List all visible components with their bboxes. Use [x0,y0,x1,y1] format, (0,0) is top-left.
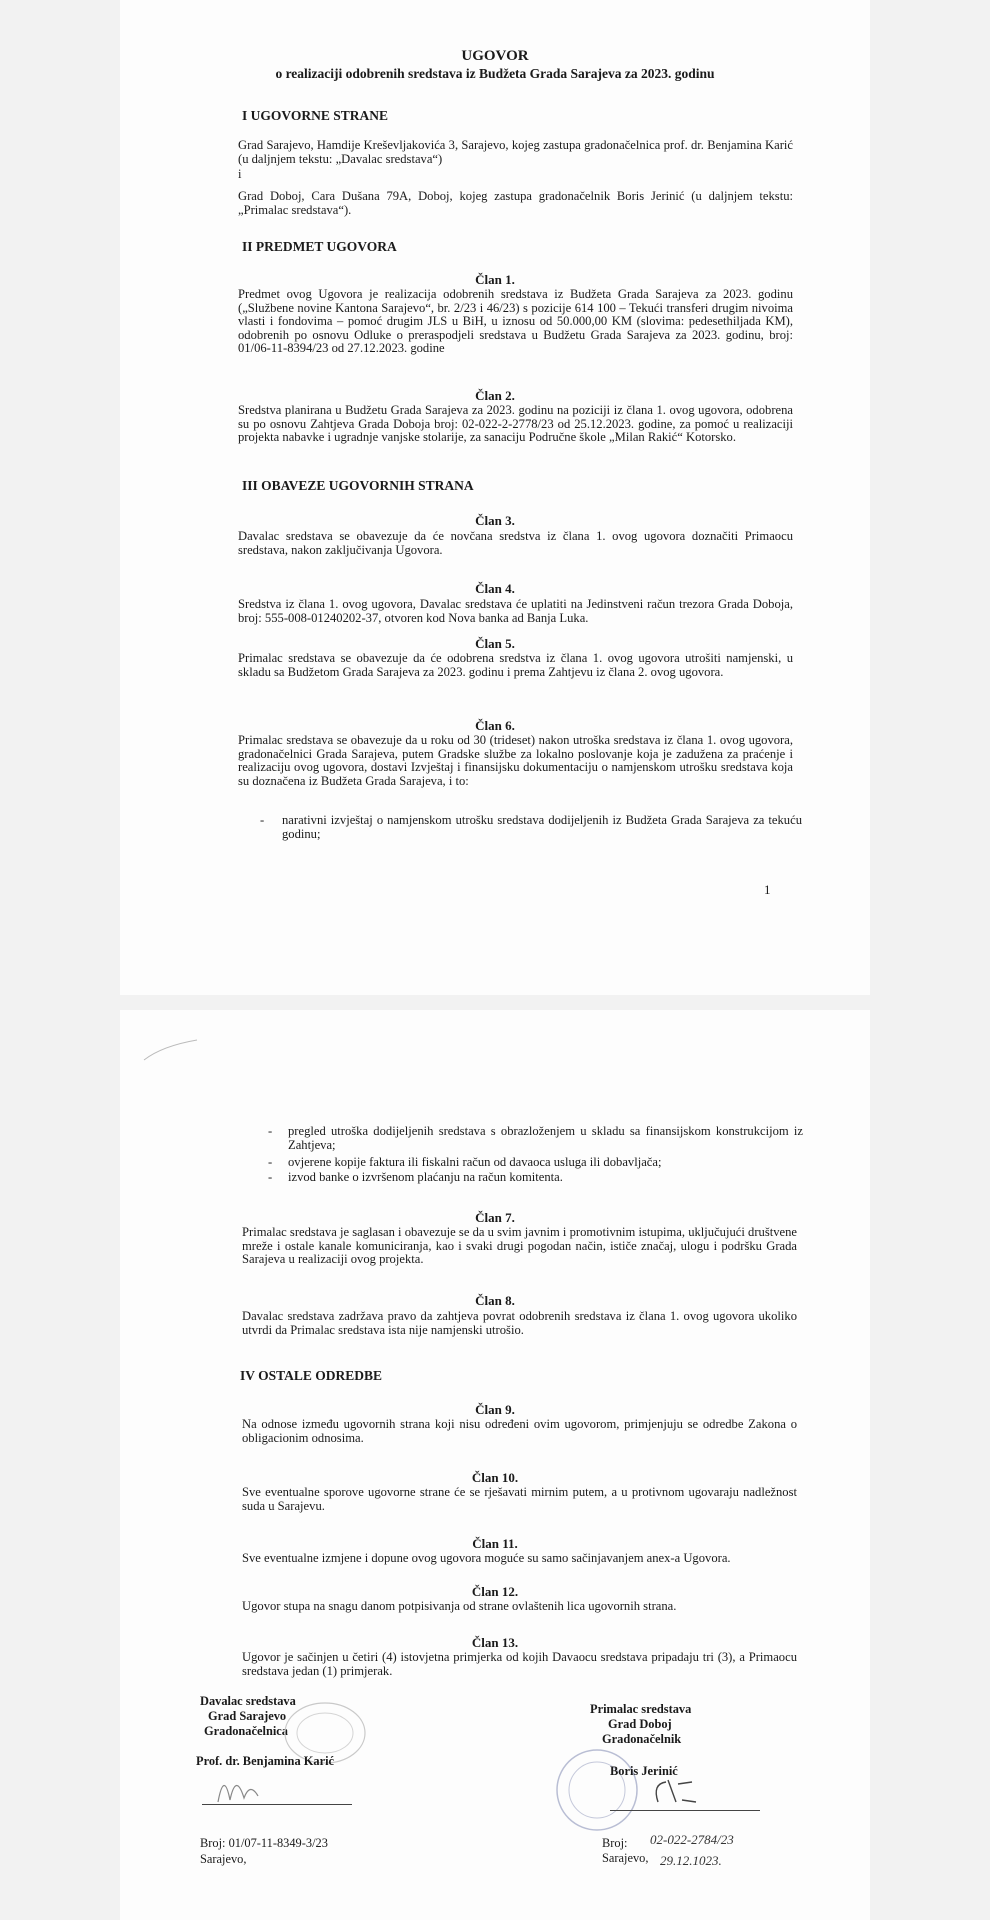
article-11-text: Sve eventualne izmjene i dopune ovog ugovora moguće su samo sačinjavanjem anex-a Ugovora. [242,1551,731,1565]
party-2-text: Grad Doboj, Cara Dušana 79A, Doboj, kojeg zastupa gradonačelnik Boris Jerinić (u daljnjem tekstu: „Primalac sredstava“). [238,189,793,217]
article-3-heading: Član 3. [475,513,515,528]
article-9-heading: Član 9. [475,1402,515,1417]
contract-title: UGOVOR [461,48,529,64]
right-sig-number-label: Broj: [602,1836,628,1850]
right-handwritten-signature [648,1772,708,1812]
article-8-heading: Član 8. [475,1293,515,1308]
article-5-heading: Član 5. [475,636,515,651]
right-sig-place-label: Sarajevo, [602,1851,649,1865]
left-sig-name: Prof. dr. Benjamina Karić [196,1754,335,1768]
article-13-text: Ugovor je sačinjen u četiri (4) istovjetna primjerka od kojih Davaocu sredstava pripadaju tri (3), a Primaocu sredstava jedan (1) primjerak. [242,1650,797,1678]
left-signature-line [202,1804,352,1805]
bullet-1-text: narativni izvještaj o namjenskom utrošku sredstava dodijeljenih iz Budžeta Grada Sarajeva za tekuću godinu; [282,813,802,841]
left-sig-place: Sarajevo, [200,1852,247,1866]
bullet-dash-3: - [268,1155,273,1169]
article-4-text: Sredstva iz člana 1. ovog ugovora, Davalac sredstava će uplatiti na Jedinstveni račun trezora Grada Doboja, broj: 555-008-01240202-37, otvoren kod Nova banka ad Banja Luka. [238,597,793,625]
article-12-text: Ugovor stupa na snagu danom potpisivanja od strane ovlaštenih lica ugovornih strana. [242,1599,677,1613]
right-sig-name: Boris Jerinić [610,1764,678,1778]
section-heading-3: III OBAVEZE UGOVORNIH STRANA [242,478,474,493]
right-signature-line [610,1810,760,1811]
article-11-heading: Član 11. [472,1536,518,1551]
article-3-text: Davalac sredstava se obavezuje da će novčana sredstva iz člana 1. ovog ugovora doznačiti Primaocu sredstava, nakon zaključivanja Ugovora. [238,529,793,557]
party-1-text: Grad Sarajevo, Hamdije Kreševljakovića 3, Sarajevo, kojeg zastupa gradonačelnica prof. dr. Benjamina Karić (u daljnjem tekstu: „Davalac sredstava“) [238,138,793,166]
article-6-heading: Član 6. [475,718,515,733]
section-heading-2: II PREDMET UGOVORA [242,239,397,254]
bullet-3-text: ovjerene kopije faktura ili fiskalni račun od davaoca usluga ili dobavljača; [288,1155,662,1169]
article-2-text: Sredstva planirana u Budžetu Grada Sarajeva za 2023. godinu na poziciji iz člana 1. ovog ugovora, odobrena su po osnovu Zahtjeva Grada Doboja broj: 02-022-2-2778/23 od 25.12.2023. godine, za pomoć u realizaciji projekta nabavke i ugradnje vanjske stolarije, za sanaciju Područne škole „Milan Rakić“ Kotorsko. [238,403,793,445]
left-sig-role: Davalac sredstava [200,1694,296,1708]
section-heading-1: I UGOVORNE STRANE [242,108,389,123]
right-sig-date-handwritten: 29.12.1023. [660,1853,722,1868]
article-8-text: Davalac sredstava zadržava pravo da zahtjeva povrat odobrenih sredstava iz člana 1. ovog ugovora ukoliko utvrdi da Primalac sredstava ista nije namjenski utrošio. [242,1309,797,1337]
bullet-2-text: pregled utroška dodijeljenih sredstava s obrazloženjem u skladu sa finansijskom konstrukcijom iz Zahtjeva; [288,1124,803,1152]
article-4-heading: Član 4. [475,581,515,596]
left-sig-office: Gradonačelnica [204,1724,288,1738]
article-1-text: Predmet ovog Ugovora je realizacija odobrenih sredstava iz Budžeta Grada Sarajeva za 2023. godinu („Službene novine Kantona Sarajevo“, br. 2/23 i 46/23) s pozicije 614 100 – Tekući transferi drugim nivoima vlasti i fondovima – pomoć drugim JLS u BiH, u iznosu od 50.000,00 KM (slovima: pedesethiljada KM), odobrenih po osnovu Odluke o preraspodjeli sredstava u Budžetu Grada Sarajeva za 2023. godinu, broj: 01/06-11-8394/23 od 27.12.2023. godine [238,287,793,356]
article-1-heading: Član 1. [475,272,515,287]
scan-mark [142,1036,202,1066]
article-9-text: Na odnose između ugovornih strana koji nisu određeni ovim ugovorom, primjenjuju se odredbe Zakona o obligacionim odnosima. [242,1417,797,1445]
article-2-heading: Član 2. [475,388,515,403]
article-5-text: Primalac sredstava se obavezuje da će odobrena sredstva iz člana 1. ovog ugovora utrošiti namjenski, u skladu sa Budžetom Grada Sarajeva za 2023. godinu i prema Zahtjevu iz člana 2. ovog ugovora. [238,651,793,679]
left-sig-city: Grad Sarajevo [208,1709,287,1723]
bullet-dash-2: - [268,1124,273,1138]
doboj-seal-stamp [552,1745,642,1835]
article-10-heading: Član 10. [471,1470,519,1485]
section-heading-4: IV OSTALE ODREDBE [240,1368,383,1383]
bullet-dash: - [260,813,265,827]
right-sig-role: Primalac sredstava [590,1702,692,1716]
document-page-1 [120,0,870,995]
article-12-heading: Član 12. [471,1584,519,1599]
document-page-2 [120,1010,870,1920]
right-sig-city: Grad Doboj [608,1717,672,1731]
contract-subtitle: o realizaciji odobrenih sredstava iz Budžeta Grada Sarajeva za 2023. godinu [275,66,715,81]
right-sig-office: Gradonačelnik [602,1732,682,1746]
article-7-text: Primalac sredstava je saglasan i obavezuje se da u svim javnim i promotivnim istupima, uključujući društvene mreže i ostale kanale komuniciranja, kao i svaki drugi pogodan način, ističe značaj, ulogu i podršku Grada Sarajeva u realizaciji ovog projekta. [242,1225,797,1267]
article-6-text: Primalac sredstava se obavezuje da u roku od 30 (trideset) nakon utroška sredstava iz člana 1. ovog ugovora, gradonačelnici Grada Sarajeva, putem Gradske službe za lokalno poslovanje koja je zadužena za praćenje i realizaciju ovog ugovora, dostavi Izvještaj i finansijsku dokumentaciju o namjenskom utrošku sredstava koja su doznačena iz Budžeta Grada Sarajeva, i to: [238,733,793,788]
article-10-text: Sve eventualne sporove ugovorne strane će se rješavati mirnim putem, a u protivnom ugovaraju nadležnost suda u Sarajevu. [242,1485,797,1513]
bullet-4-text: izvod banke o izvršenom plaćanju na račun komitenta. [288,1170,563,1184]
article-7-heading: Član 7. [475,1210,515,1225]
left-sig-number: Broj: 01/07-11-8349-3/23 [200,1836,328,1850]
bullet-dash-4: - [268,1170,273,1184]
right-sig-number-handwritten: 02-022-2784/23 [650,1832,734,1847]
and-text: i [238,167,242,181]
page-number: 1 [764,882,771,897]
article-13-heading: Član 13. [471,1635,519,1650]
